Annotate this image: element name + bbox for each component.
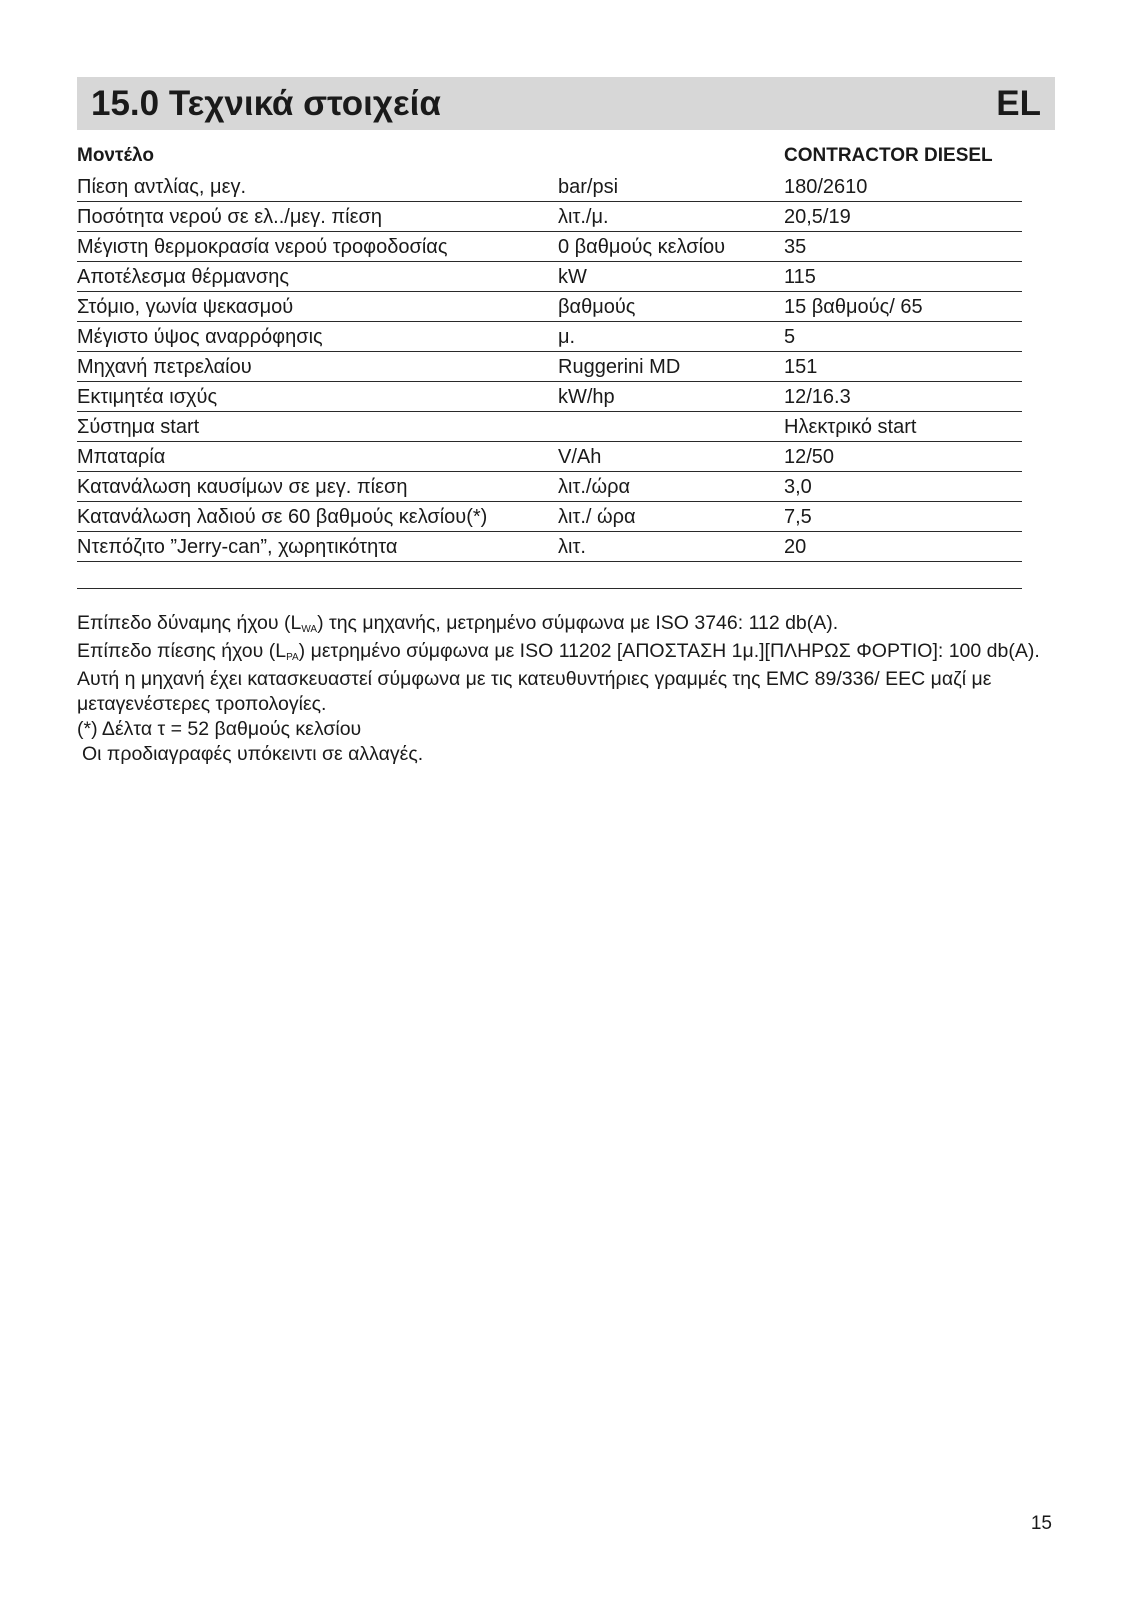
spec-value: 151 — [784, 356, 818, 378]
emc-statement: Αυτή η μηχανή έχει κατασκευαστεί σύμφωνα με τις κατευθυντήριες γραμμές της EMC 89/336/ EEC μαζί με μεταγενέστερες τροπολογίες. — [77, 668, 992, 715]
spec-label: Αποτέλεσμα θέρμανσης — [77, 266, 290, 288]
spec-row — [77, 412, 1022, 442]
sound-power-subscript: WA — [301, 624, 318, 635]
spec-unit: 0 βαθμούς κελσίου — [558, 236, 726, 258]
sound-power-prefix: Επίπεδο δύναμης ήχου (L — [77, 612, 302, 634]
spec-label: Μπαταρία — [77, 446, 166, 468]
language-code: EL — [996, 84, 1041, 123]
spec-row — [77, 202, 1022, 232]
spec-label: Πίεση αντλίας, μεγ. — [77, 176, 247, 198]
delta-note: (*) Δέλτα τ = 52 βαθμούς κελσίου — [77, 718, 362, 740]
spec-value: 15 βαθμούς/ 65 — [784, 296, 923, 318]
spec-unit: bar/psi — [558, 176, 619, 198]
spec-unit: λιτ./μ. — [558, 206, 609, 228]
spec-unit: λιτ./ ώρα — [558, 506, 636, 528]
spec-label: Μηχανή πετρελαίου — [77, 356, 252, 378]
sound-power-suffix: ) της μηχανής, μετρημένο σύμφωνα με ISO 3746: 112 db(A). — [317, 612, 839, 634]
spec-unit: λιτ./ώρα — [558, 476, 631, 498]
spec-row — [77, 442, 1022, 472]
spec-unit: kW — [558, 266, 587, 288]
spec-table-header — [77, 142, 1022, 172]
spec-label: Μέγιστη θερμοκρασία νερού τροφοδοσίας — [77, 236, 448, 258]
spec-value: 7,5 — [784, 506, 812, 528]
section-header — [77, 77, 1055, 130]
spec-unit: V/Ah — [558, 446, 602, 468]
spec-label: Κατανάλωση καυσίμων σε μεγ. πίεση — [77, 476, 408, 498]
model-value: CONTRACTOR DIESEL — [784, 145, 993, 166]
spec-unit: μ. — [558, 326, 576, 348]
page-number: 15 — [1030, 1513, 1052, 1534]
spec-label: Μέγιστο ύψος αναρρόφησις — [77, 326, 323, 348]
spec-row — [77, 292, 1022, 322]
spec-row — [77, 472, 1022, 502]
spec-row — [77, 532, 1022, 562]
spec-table — [77, 142, 1022, 562]
spec-row — [77, 172, 1022, 202]
sound-pressure-subscript: PA — [286, 652, 299, 663]
spec-label: Κατανάλωση λαδιού σε 60 βαθμούς κελσίου(*) — [77, 506, 488, 528]
spec-value: 180/2610 — [784, 176, 868, 198]
spec-row — [77, 262, 1022, 292]
spec-row — [77, 352, 1022, 382]
spec-row — [77, 382, 1022, 412]
spec-row — [77, 322, 1022, 352]
model-label: Μοντέλο — [77, 145, 154, 166]
spec-value: 12/50 — [784, 446, 835, 468]
spec-value: 20 — [784, 536, 807, 558]
spec-label: Ντεπόζιτο ”Jerry-can”, χωρητικότητα — [77, 536, 398, 558]
sound-pressure-suffix: ) μετρημένο σύμφωνα με ISO 11202 [ΑΠΟΣΤΑΣΗ 1μ.][ΠΛΗΡΩΣ ΦΟΡΤΙΟ]: 100 db(A). — [298, 640, 1040, 662]
spec-value: Ηλεκτρικό start — [784, 416, 917, 438]
spec-row — [77, 232, 1022, 262]
table-divider — [77, 588, 1022, 589]
spec-label: Εκτιμητέα ισχύς — [77, 386, 218, 408]
spec-value: 12/16.3 — [784, 386, 851, 408]
spec-unit: λιτ. — [558, 536, 586, 558]
spec-value: 5 — [784, 326, 796, 348]
sound-power-note — [77, 611, 1057, 639]
spec-row — [77, 502, 1022, 532]
spec-label: Σύστημα start — [77, 416, 200, 438]
notes-block — [77, 611, 1057, 767]
spec-value: 3,0 — [784, 476, 812, 498]
spec-value: 20,5/19 — [784, 206, 851, 228]
spec-unit: kW/hp — [558, 386, 615, 408]
spec-value: 35 — [784, 236, 807, 258]
disclaimer: Οι προδιαγραφές υπόκειντι σε αλλαγές. — [82, 743, 424, 765]
spec-label: Ποσότητα νερού σε ελ../μεγ. πίεση — [77, 206, 382, 228]
sound-pressure-prefix: Επίπεδο πίεσης ήχου (L — [77, 640, 287, 662]
sound-pressure-note — [77, 639, 1057, 667]
section-title: 15.0 Τεχνικά στοιχεία — [91, 84, 441, 123]
spec-value: 115 — [784, 266, 816, 288]
spec-label: Στόμιο, γωνία ψεκασμού — [77, 296, 294, 318]
spec-unit: Ruggerini MD — [558, 356, 681, 378]
spec-unit: βαθμούς — [558, 296, 636, 318]
